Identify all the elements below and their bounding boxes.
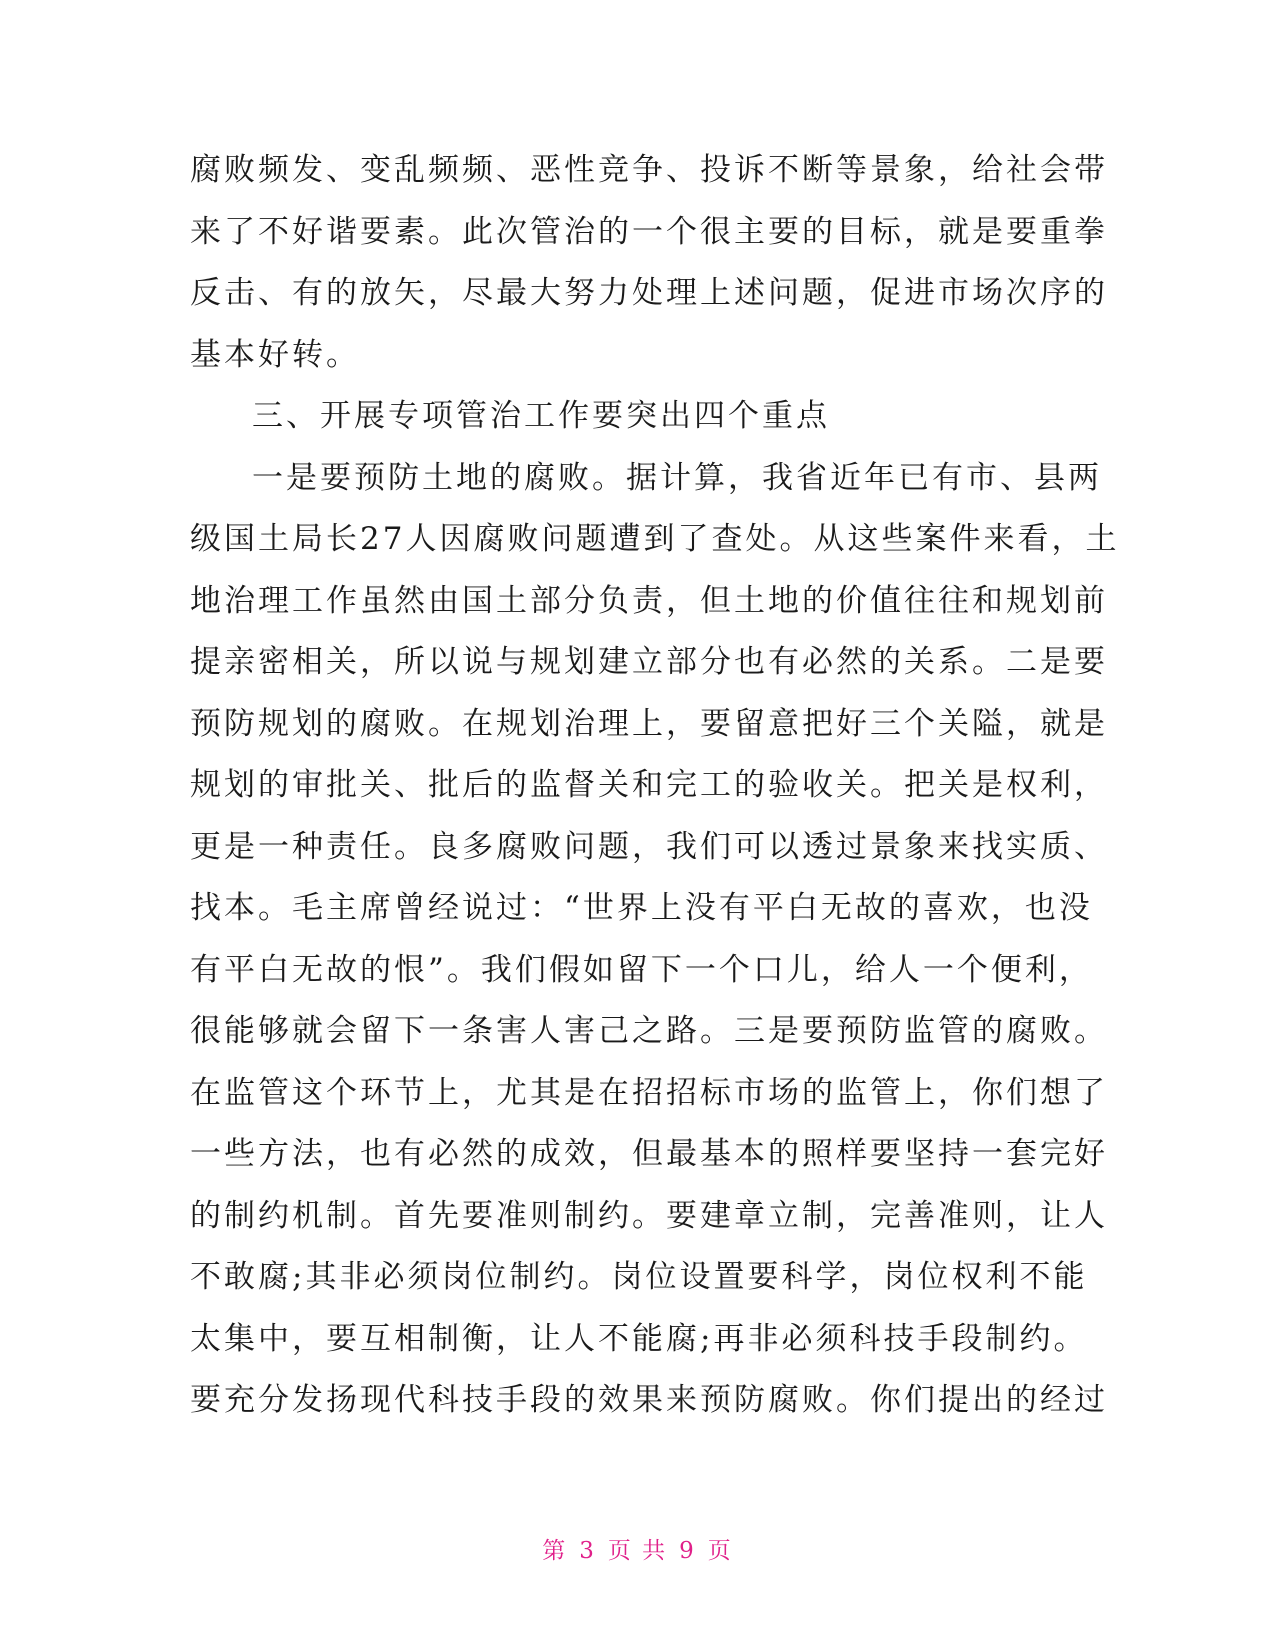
text-line-18: 的制约机制。首先要准则制约。要建章立制，完善准则，让人 [190,1197,1108,1234]
footer-middle: 页 共 [607,1538,668,1564]
text-line-3: 反击、有的放矢，尽最大努力处理上述问题，促进市场次序的 [190,275,1108,311]
footer-suffix: 页 [707,1538,733,1564]
current-page-number: 3 [579,1538,596,1564]
text-line-10: 预防规划的腐败。在规划治理上，要留意把好三个关隘，就是 [190,705,1108,742]
text-line-7: 级国土局长27人因腐败问题遭到了查处。从这些案件来看，土 [190,521,1120,557]
section-heading: 三、开展专项管治工作要突出四个重点 [252,398,830,434]
text-line-17: 一些方法，也有必然的成效，但最基本的照样要坚持一套完好 [190,1136,1108,1172]
document-body [190,140,1120,1432]
text-line-6: 一是要预防土地的腐败。据计算，我省近年已有市、县两 [252,459,1102,496]
text-line-14: 有平白无故的恨”。我们假如留下一个口儿，给人一个便利， [190,951,1093,988]
text-line-4: 基本好转。 [190,336,360,373]
text-line-1: 腐败频发、变乱频频、恶性竞争、投诉不断等景象，给社会带 [190,152,1108,188]
text-line-8: 地治理工作虽然由国土部分负责，但土地的价值往往和规划前 [190,582,1108,619]
text-line-9: 提亲密相关，所以说与规划建立部分也有必然的关系。二是要 [190,644,1108,680]
text-line-16: 在监管这个环节上，尤其是在招招标市场的监管上，你们想了 [190,1074,1108,1111]
text-line-11: 规划的审批关、批后的监督关和完工的验收关。把关是权利， [190,767,1108,803]
total-page-count: 9 [679,1538,696,1564]
footer-prefix: 第 [542,1538,568,1564]
text-line-21: 要充分发扬现代科技手段的效果来预防腐败。你们提出的经过 [190,1382,1108,1418]
text-line-19: 不敢腐;其非必须岗位制约。岗位设置要科学，岗位权利不能 [190,1259,1088,1295]
text-line-2: 来了不好谐要素。此次管治的一个很主要的目标，就是要重拳 [190,213,1108,250]
text-line-12: 更是一种责任。良多腐败问题，我们可以透过景象来找实质、 [190,828,1108,865]
page-number-footer [0,1532,1275,1565]
text-line-15: 很能够就会留下一条害人害己之路。三是要预防监管的腐败。 [190,1013,1108,1049]
text-line-20: 太集中，要互相制衡，让人不能腐;再非必须科技手段制约。 [190,1320,1088,1357]
text-line-13: 找本。毛主席曾经说过：“世界上没有平白无故的喜欢，也没 [190,890,1093,926]
